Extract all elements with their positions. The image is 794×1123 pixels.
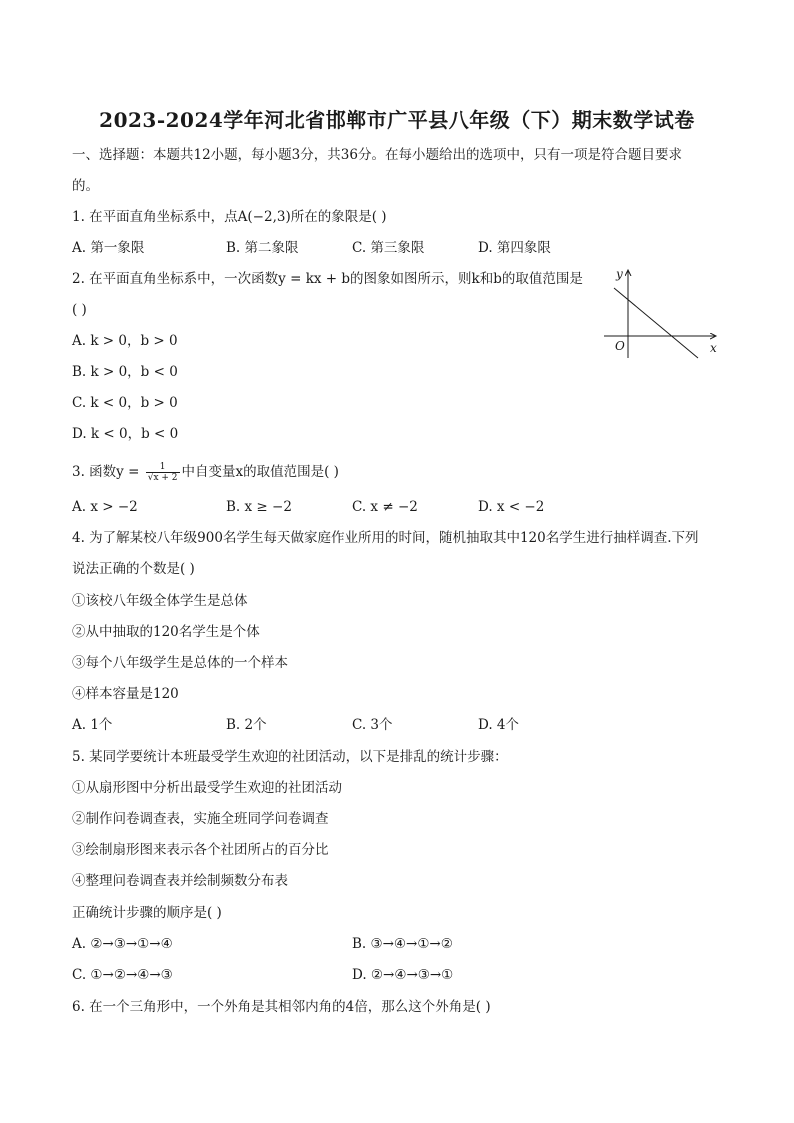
q3-fraction-numerator: 1 [146, 462, 180, 473]
q3-option-a: A. x > −2 [72, 499, 138, 515]
q3-option-b: B. x ≥ −2 [226, 499, 292, 515]
page-title: 2023-2024学年河北省邯郸市广平县八年级（下）期末数学试卷 [99, 108, 695, 132]
q1-option-a: A. 第一象限 [72, 240, 145, 256]
q3-option-d: D. x < −2 [478, 499, 545, 515]
q4-statement-3: ③每个八年级学生是总体的一个样本 [72, 655, 288, 671]
q3-stem-pre: 3. 函数y = [72, 464, 144, 480]
q2-option-a: A. k > 0，b > 0 [72, 333, 178, 349]
function-line [614, 288, 698, 358]
q5-step-1: ①从扇形图中分析出最受学生欢迎的社团活动 [72, 780, 342, 796]
q5-step-4: ④整理问卷调查表并绘制频数分布表 [72, 873, 288, 889]
question-6-stem: 6. 在一个三角形中，一个外角是其相邻内角的4倍，那么这个外角是( ) [72, 999, 491, 1015]
question-5-stem-cont: 正确统计步骤的顺序是( ) [72, 905, 222, 921]
question-3-stem [72, 462, 339, 483]
q4-option-c: C. 3个 [352, 717, 393, 733]
y-axis-label: y [616, 267, 623, 281]
q2-option-b: B. k > 0，b < 0 [72, 364, 178, 380]
q5-step-2: ②制作问卷调查表，实施全班同学问卷调查 [72, 811, 329, 827]
q1-option-b: B. 第二象限 [226, 240, 299, 256]
question-2-stem: 2. 在平面直角坐标系中，一次函数y = kx + b的图象如图所示，则k和b的取值范围是 [72, 271, 583, 287]
q4-option-a: A. 1个 [72, 717, 113, 733]
q4-option-b: B. 2个 [226, 717, 267, 733]
question-4-stem-cont: 说法正确的个数是( ) [72, 561, 195, 577]
x-axis-label: x [710, 341, 717, 355]
q2-option-c: C. k < 0，b > 0 [72, 395, 178, 411]
q5-option-c: C. ①→②→④→③ [72, 967, 173, 983]
q4-statement-1: ①该校八年级全体学生是总体 [72, 593, 248, 609]
q3-fraction [146, 462, 180, 483]
question-5-stem: 5. 某同学要统计本班最受学生欢迎的社团活动，以下是排乱的统计步骤： [72, 749, 508, 765]
q4-statement-4: ④样本容量是120 [72, 686, 179, 702]
q5-option-d: D. ②→④→③→① [352, 967, 454, 983]
origin-label: O [615, 339, 625, 353]
question-1-stem: 1. 在平面直角坐标系中，点A(−2,3)所在的象限是( ) [72, 209, 387, 225]
q4-statement-2: ②从中抽取的120名学生是个体 [72, 624, 260, 640]
q2-option-d: D. k < 0，b < 0 [72, 426, 179, 442]
linear-function-graph [604, 264, 724, 364]
q3-option-c: C. x ≠ −2 [352, 499, 418, 515]
q1-option-c: C. 第三象限 [352, 240, 425, 256]
question-2-stem-cont: ( ) [72, 302, 87, 318]
q5-option-b: B. ③→④→①→② [352, 936, 453, 952]
section-instructions-cont: 的。 [72, 178, 99, 194]
q3-fraction-denominator: √x + 2 [147, 473, 178, 483]
q5-step-3: ③绘制扇形图来表示各个社团所占的百分比 [72, 842, 329, 858]
q4-option-d: D. 4个 [478, 717, 520, 733]
q1-option-d: D. 第四象限 [478, 240, 551, 256]
q3-stem-post: 中自变量x的取值范围是( ) [181, 464, 339, 480]
question-4-stem: 4. 为了解某校八年级900名学生每天做家庭作业所用的时间，随机抽取其中120名学生进行抽样调查.下列 [72, 530, 699, 546]
q5-option-a: A. ②→③→①→④ [72, 936, 173, 952]
section-instructions: 一、选择题：本题共12小题，每小题3分，共36分。在每小题给出的选项中，只有一项是符合题目要求 [72, 147, 682, 163]
